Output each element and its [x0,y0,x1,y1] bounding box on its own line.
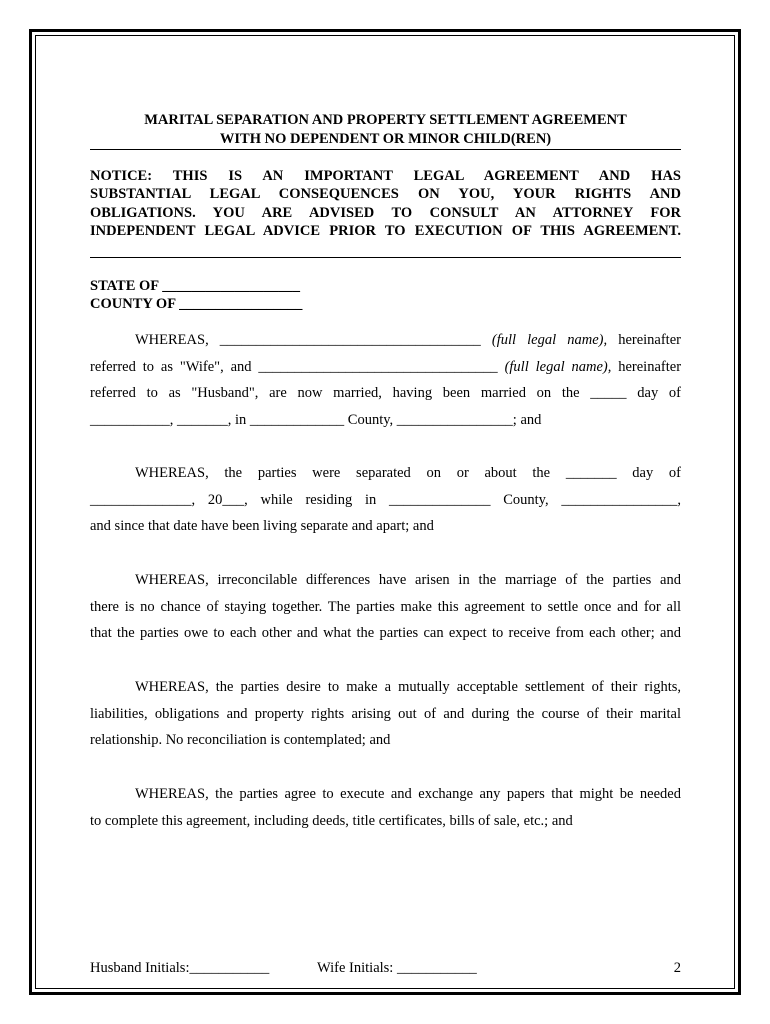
whereas-paragraph-2 [90,460,681,540]
paragraph-line: there is no chance of staying together. The parties make this agreement to settle once and for all [90,598,681,615]
whereas-paragraph-5 [90,781,681,834]
paragraph-line: and since that date have been living separate and apart; and [90,518,434,534]
paragraph-line: ___________, _______, in _____________ County, ________________; and [90,411,542,428]
state-field: STATE OF ___________________ [90,278,300,294]
notice-line: OBLIGATIONS. YOU ARE ADVISED TO CONSULT AN ATTORNEY FOR [90,204,681,221]
notice-line: NOTICE: THIS IS AN IMPORTANT LEGAL AGREEMENT AND HAS [90,168,681,184]
full-legal-name-note: (full legal name), [491,332,608,348]
notice-line: SUBSTANTIAL LEGAL CONSEQUENCES ON YOU, YOUR RIGHTS AND [90,186,681,203]
page-number: 2 [673,960,681,976]
whereas-paragraph-3 [90,567,681,647]
full-legal-name-note: (full legal name), [504,358,612,375]
paragraph-line: to complete this agreement, including deeds, title certificates, bills of sale, etc.; and [90,812,573,829]
whereas-paragraph-1 [90,327,681,433]
title-line-2: WITH NO DEPENDENT OR MINOR CHILD(REN) [219,131,552,147]
legal-notice [90,167,681,240]
document-title [90,111,681,149]
paragraph-line [90,327,681,354]
wife-initials-field: Wife Initials: ___________ [317,960,477,976]
title-line-1: MARITAL SEPARATION AND PROPERTY SETTLEMENT AGREEMENT [144,112,627,128]
paragraph-line: WHEREAS, the parties desire to make a mutually acceptable settlement of their rights, [135,679,681,695]
page-footer [90,958,681,978]
notice-divider [90,257,681,258]
paragraph-line [90,354,681,381]
paragraph-text: hereinafter [618,332,681,348]
paragraph-text: hereinafter [618,358,682,375]
wife-name-field: WHEREAS, ____________________________________ [135,332,481,348]
county-field: COUNTY OF _________________ [90,296,303,312]
paragraph-line: WHEREAS, the parties were separated on or about the _______ day of [135,465,681,481]
jurisdiction-block [90,277,681,313]
title-underline [90,149,681,150]
paragraph-line: ______________, 20___, while residing in ______________ County, ________________, [90,491,681,508]
paragraph-line: WHEREAS, irreconcilable differences have arisen in the marriage of the parties and [135,572,681,588]
paragraph-line: relationship. No reconciliation is contemplated; and [90,732,391,748]
paragraph-line: that the parties owe to each other and what the parties can expect to receive from each other; and [90,625,681,641]
paragraph-line: liabilities, obligations and property rights arising out of and during the course of their marital [90,705,681,722]
paragraph-line: referred to as "Husband", are now married, having been married on the _____ day of [90,385,681,401]
whereas-paragraph-4 [90,674,681,754]
husband-initials-field: Husband Initials:___________ [90,960,270,976]
notice-line: INDEPENDENT LEGAL ADVICE PRIOR TO EXECUTION OF THIS AGREEMENT. [90,222,681,239]
paragraph-line: WHEREAS, the parties agree to execute and exchange any papers that might be needed [135,786,681,802]
husband-name-field: referred to as "Wife", and _________________________________ [90,358,498,375]
